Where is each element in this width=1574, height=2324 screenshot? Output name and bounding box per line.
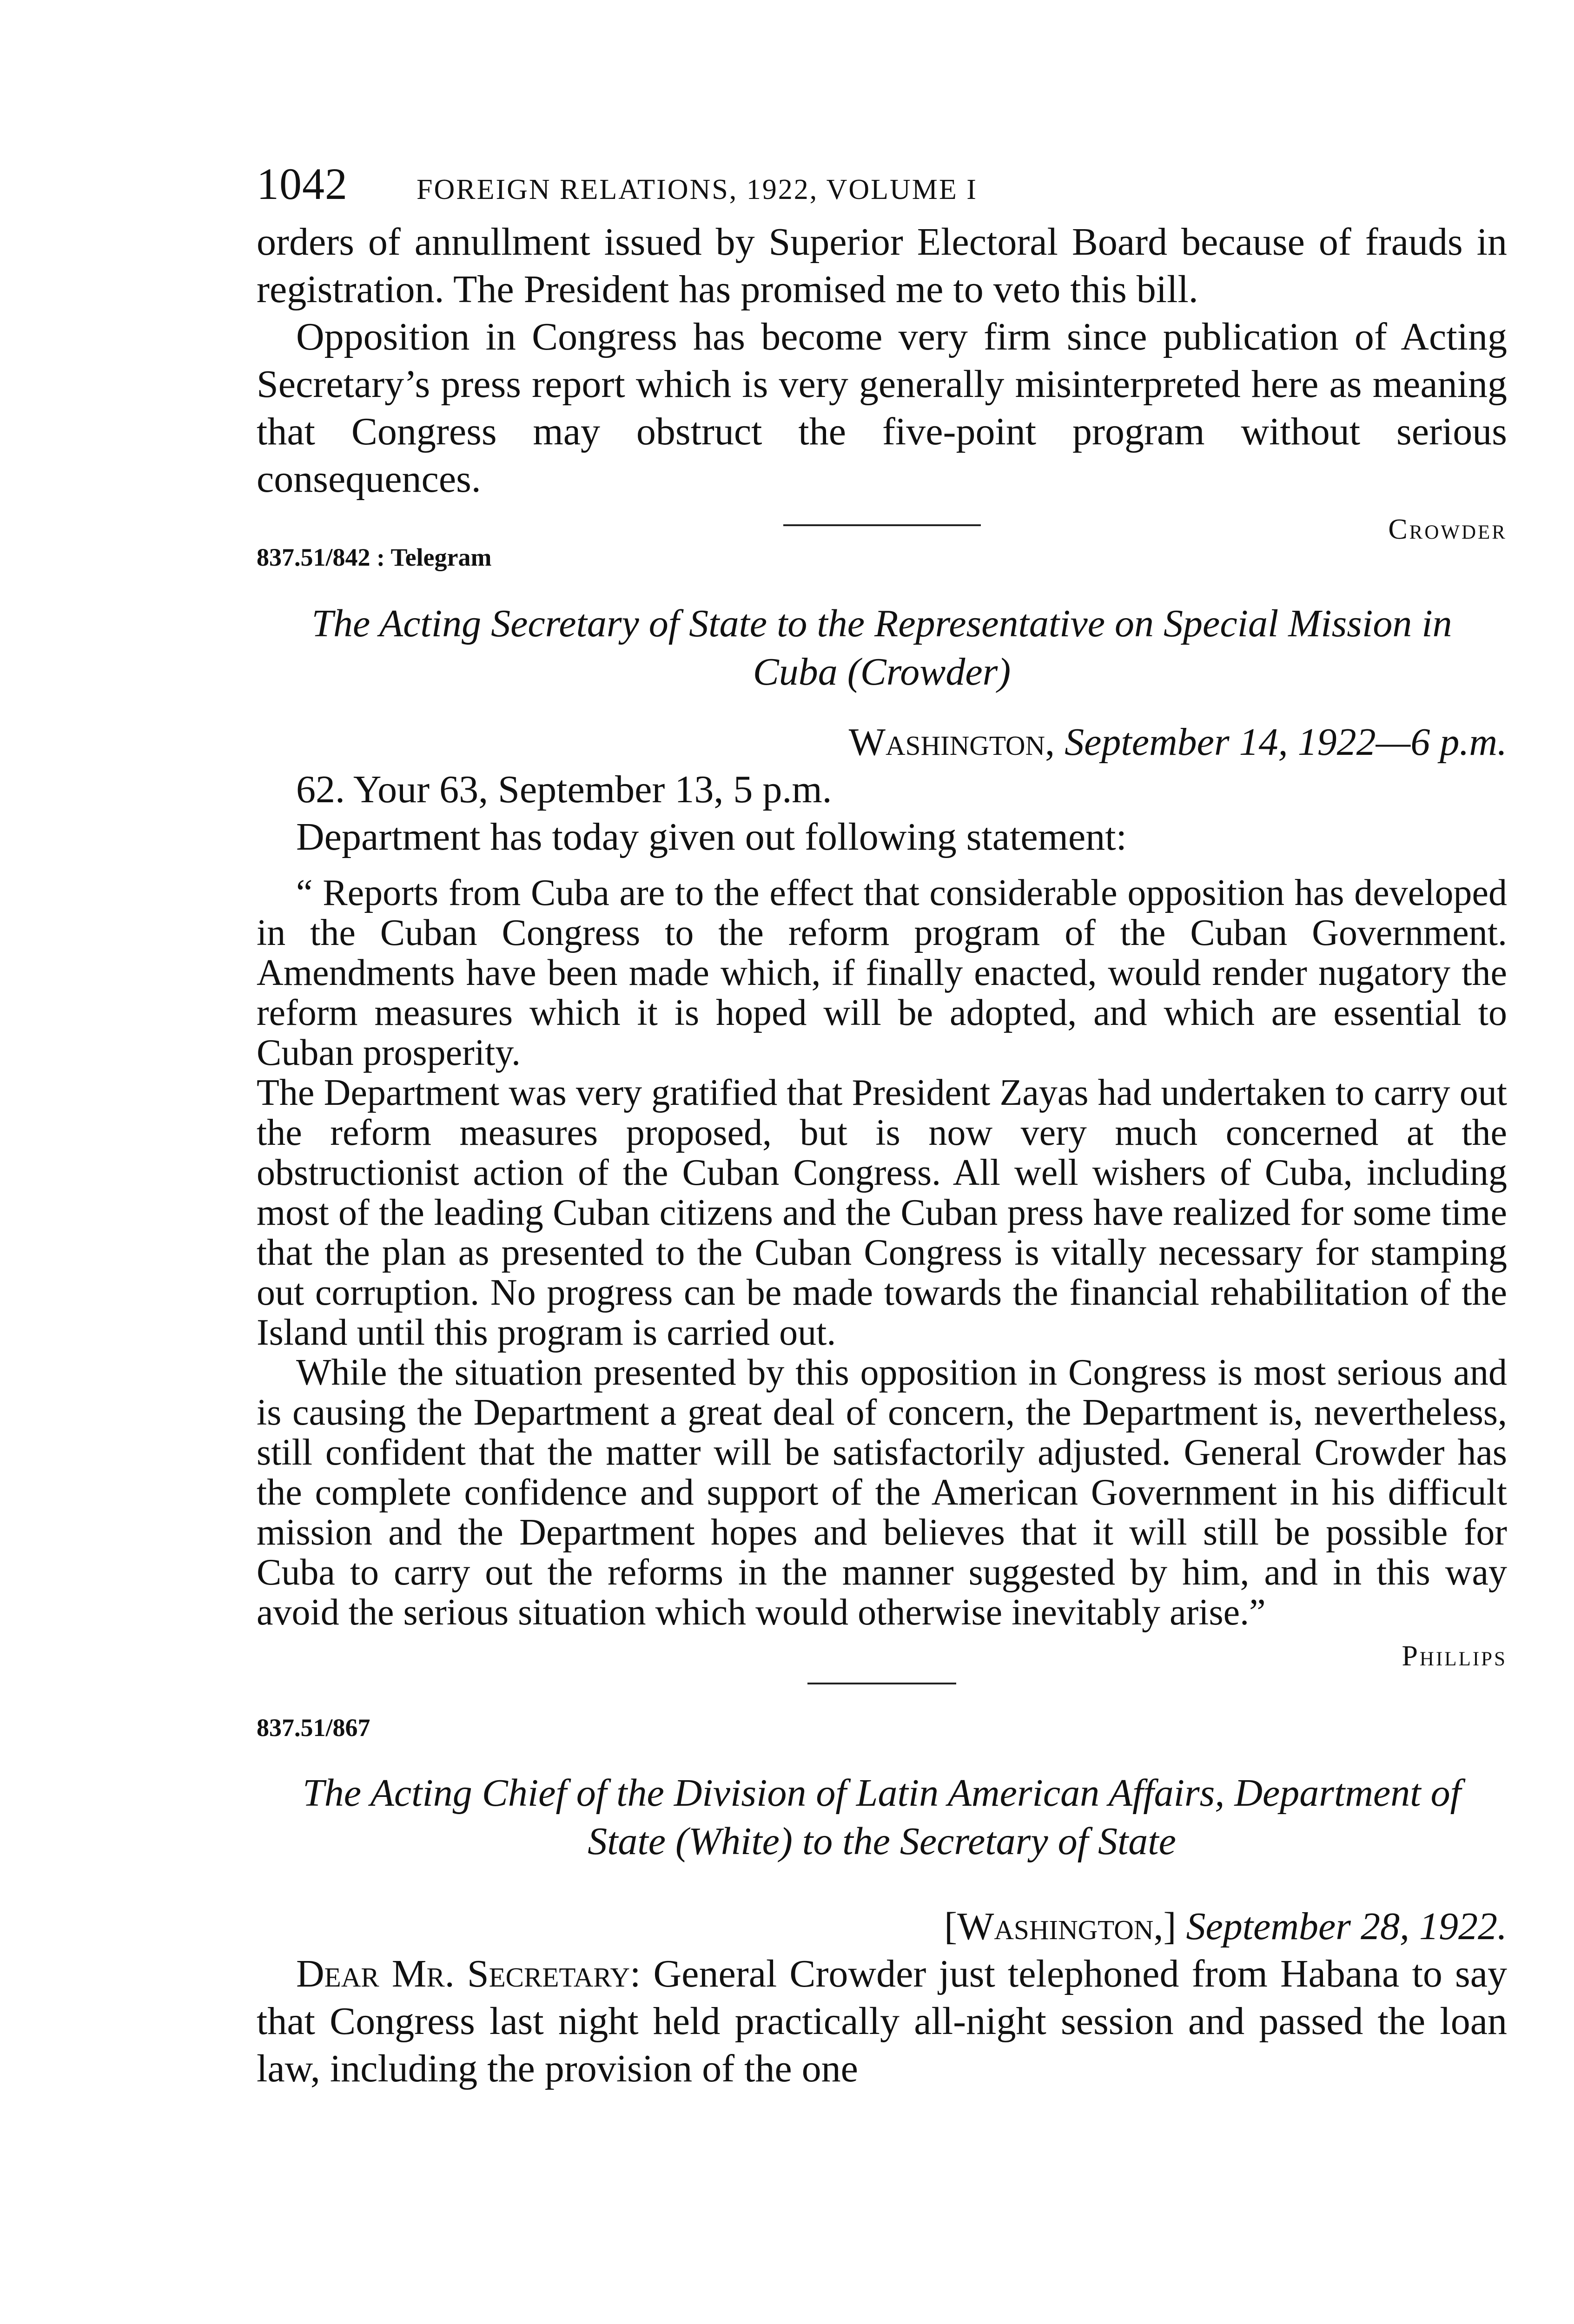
doc2-file-ref: 837.51/842 : Telegram: [257, 543, 492, 571]
running-title: FOREIGN RELATIONS, 1922, VOLUME I: [417, 174, 978, 205]
doc3-title: The Acting Chief of the Division of Latin American Affairs, Department of State (White) to the Secretary of State: [303, 1771, 1461, 1863]
doc2-quote-para1: “ Reports from Cuba are to the effect that considerable opposition has developed in the Cuban Congress to the reform program of the Cuban Government. Amendments have been made which, if finally enacted, would render nugatory the reform measures which it is hoped will be adopted, and which are essential to Cuban prosperity.: [257, 872, 1507, 1073]
doc3-body-text: General Crowder just telephoned from Habana to say that Congress last night held practically all-night session and passed the loan law, including the provision of the one: [257, 1952, 1507, 2090]
page-number: 1042: [257, 159, 348, 209]
doc3-salutation: Dear Mr. Secretary:: [296, 1952, 641, 1995]
document-page: [257, 158, 1507, 2093]
doc2-quote-para3: While the situation presented by this opposition in Congress is most serious and is causing the Department a great deal of concern, the Department is, nevertheless, still confident that the matter will be satisfactorily adjusted. General Crowder has the complete confidence and support of the American Government in his difficult mission and the Department hopes and believes that it will still be possible for Cuba to carry out the reforms in the manner suggested by him, and in this way avoid the serious situation which would otherwise inevitably arise.”: [257, 1352, 1507, 1633]
doc2-title: The Acting Secretary of State to the Representative on Special Mission in Cuba (Crowder): [311, 602, 1452, 693]
doc2-dateline-place: Washington,: [848, 720, 1055, 764]
doc2-signature: [257, 1632, 1507, 1680]
doc3-dateline: [257, 1903, 1507, 1950]
section-divider: [807, 1683, 956, 1684]
doc3-dateline-date: September 28, 1922.: [1176, 1905, 1507, 1948]
page-header: [257, 158, 1507, 209]
doc2-dateline-date: September 14, 1922—6 p.m.: [1055, 720, 1507, 764]
doc2-quote-para2: The Department was very gratified that President Zayas had undertaken to carry out the reform measures proposed, but is now very much concerned at the obstructionist action of the Cuban Congress. All well wishers of Cuba, including most of the leading Cuban citizens and the Cuban press have realized for some time that the plan as presented to the Cuban Congress is vitally necessary for stamping out corruption. No progress can be made towards the financial rehabilitation of the Island until this program is carried out.: [257, 1072, 1507, 1353]
doc3-dateline-place: [Washington,]: [944, 1905, 1177, 1948]
doc1-continuation: orders of annullment issued by Superior Electoral Board because of frauds in registration. The President has promised me to veto this bill.: [257, 220, 1507, 311]
doc2-para1: 62. Your 63, September 13, 5 p.m.: [296, 768, 832, 811]
doc2-dateline: [257, 719, 1507, 766]
doc1-paragraph: Opposition in Congress has become very firm since publication of Acting Secretary’s press report which is very generally misinterpreted here as meaning that Congress may obstruct the five-point program without serious consequences.: [257, 315, 1507, 501]
doc2-signature-text: Phillips: [1402, 1640, 1507, 1672]
doc2-para2: Department has today given out following statement:: [296, 815, 1127, 858]
section-divider: [783, 524, 981, 526]
doc3-body: [257, 1950, 1507, 2093]
doc3-file-ref: 837.51/867: [257, 1714, 370, 1742]
doc1-signature-text: Crowder: [1388, 514, 1507, 545]
